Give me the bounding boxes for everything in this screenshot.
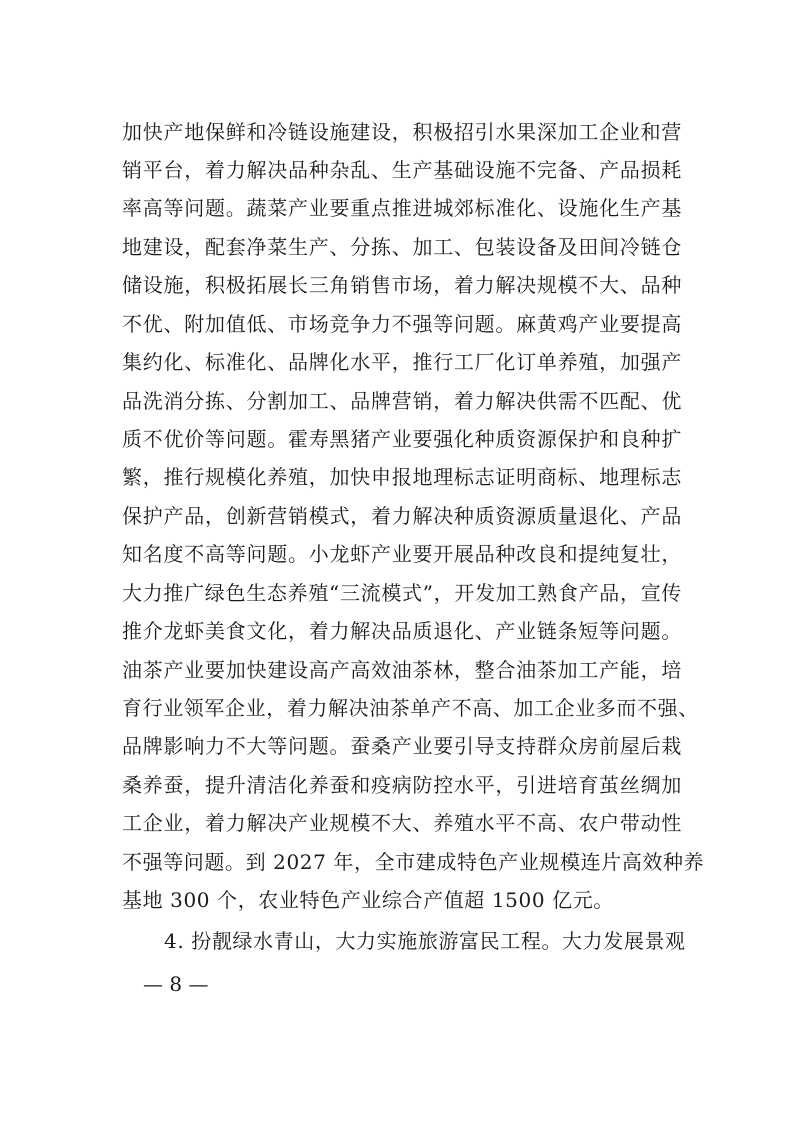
body-line: 品牌影响力不大等问题。蚕桑产业要引导支持群众房前屋后栽	[122, 734, 682, 758]
body-line: 保护产品，创新营销模式，着力解决种质资源质量退化、产品	[122, 504, 682, 528]
section-heading: 4. 扮靓绿水青山，大力实施旅游富民工程。大力发展景观	[164, 929, 686, 953]
body-line: 不优、附加值低、市场竞争力不强等问题。麻黄鸡产业要提高	[122, 312, 682, 336]
body-line: 繁，推行规模化养殖，加快申报地理标志证明商标、地理标志	[122, 465, 682, 489]
body-line: 不强等问题。到 2027 年，全市建成特色产业规模连片高效种养	[122, 850, 705, 874]
body-line: 率高等问题。蔬菜产业要重点推进城郊标准化、设施化生产基	[122, 196, 682, 220]
page-number: — 8 —	[143, 972, 209, 996]
body-line: 育行业领军企业，着力解决油茶单产不高、加工企业多而不强、	[122, 696, 699, 720]
body-line-last: 基地 300 个，农业特色产业综合产值超 1500 亿元。	[122, 888, 614, 912]
body-line: 知名度不高等问题。小龙虾产业要开展品种改良和提纯复壮，	[122, 542, 682, 566]
body-line: 销平台，着力解决品种杂乱、生产基础设施不完备、产品损耗	[122, 158, 682, 182]
body-line: 品洗消分拣、分割加工、品牌营销，着力解决供需不匹配、优	[122, 389, 682, 413]
body-line: 推介龙虾美食文化，着力解决品质退化、产业链条短等问题。	[122, 619, 682, 643]
body-line: 加快产地保鲜和冷链设施建设，积极招引水果深加工企业和营	[122, 120, 682, 144]
body-line: 桑养蚕，提升清洁化养蚕和疫病防控水平，引进培育茧丝绸加	[122, 773, 682, 797]
body-line: 工企业，着力解决产业规模不大、养殖水平不高、农户带动性	[122, 811, 682, 835]
body-line: 油茶产业要加快建设高产高效油茶林，整合油茶加工产能，培	[122, 658, 682, 682]
body-line: 集约化、标准化、品牌化水平，推行工厂化订单养殖，加强产	[122, 350, 682, 374]
body-line: 质不优价等问题。霍寿黑猪产业要强化种质资源保护和良种扩	[122, 427, 682, 451]
body-line: 大力推广绿色生态养殖“三流模式”，开发加工熟食产品，宣传	[122, 581, 682, 605]
body-line: 地建设，配套净菜生产、分拣、加工、包装设备及田间冷链仓	[122, 235, 682, 259]
body-line: 储设施，积极拓展长三角销售市场，着力解决规模不大、品种	[122, 273, 682, 297]
